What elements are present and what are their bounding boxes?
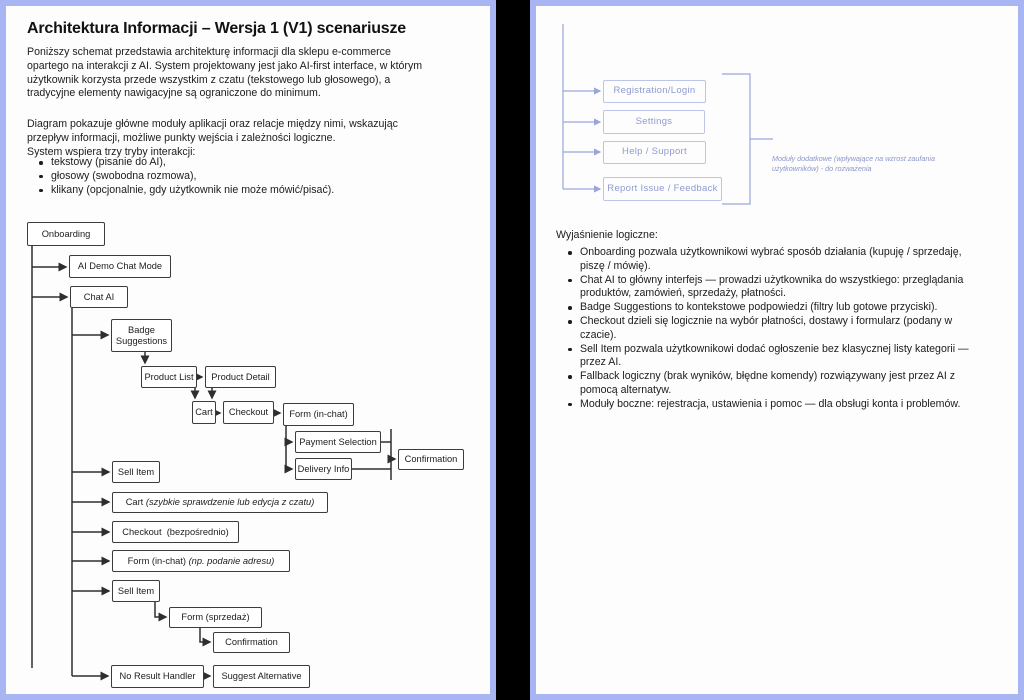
node-help-support: [603, 141, 706, 164]
node-label: Onboarding: [41, 228, 91, 239]
node-checkout-direct: [112, 521, 239, 543]
node-label: Form (in-chat) (np. podanie adresu): [127, 555, 275, 566]
node-label: Suggest Alternative: [221, 671, 302, 682]
modules-annotation: [772, 154, 935, 174]
edge: [722, 74, 750, 204]
text-line: produktów, zamówień, sprzedaży, płatności.: [580, 287, 786, 300]
ia-flow-diagram: [0, 0, 496, 700]
text-line: System wspiera trzy tryby interakcji:: [27, 145, 196, 158]
node-no-result-handler: [111, 665, 204, 688]
text-line: Moduły dodatkowe (wpływające na wzrost zaufania: [772, 154, 935, 163]
text-line: Onboarding pozwala użytkownikowi wybrać sposób działania (kupuję / sprzedaję,: [580, 246, 962, 258]
text-line: piszę / mówię).: [580, 259, 651, 272]
text-line: Sell Item pozwala użytkownikowi dodać ogłoszenie bez klasycznej listy kategorii —: [580, 342, 969, 355]
node-suggest-alternative: [213, 665, 310, 688]
node-chat-ai: [70, 286, 128, 308]
node-sell-item: [112, 461, 160, 483]
node-label: Product Detail: [211, 371, 270, 382]
node-registration-login: [603, 80, 706, 103]
node-form-in-chat-address: [112, 550, 290, 572]
node-onboarding: [27, 222, 105, 246]
node-confirmation: [398, 449, 464, 470]
text-line: przez AI.: [580, 356, 622, 369]
text-line: czacie).: [580, 328, 617, 341]
text-line: użytkownik korzysta przede wszystkim z czatu (tekstowego lub głosowego), a: [27, 73, 391, 86]
node-label: Checkout (bezpośrednio): [122, 526, 229, 537]
text-line: Fallback logiczny (brak wyników, błędne komendy) rozwiązywany jest przez AI z: [580, 370, 956, 383]
node-label: Delivery Info: [297, 463, 350, 474]
text-line: przepływ informacji, możliwe punkty wejścia i zależności logiczne.: [27, 131, 336, 144]
text-line: Moduły boczne: rejestracja, ustawienia i pomoc — dla obsługi konta i problemów.: [580, 397, 961, 410]
node-form-sell: [169, 607, 262, 628]
node-label: Product List: [144, 371, 194, 382]
text-line: Poniższy schemat przedstawia architekturę informacji dla sklepu e-commerce: [27, 46, 391, 58]
side-modules-diagram: [530, 0, 1024, 700]
text-line: opartego na interakcji z AI. System projektowany jest jako AI-first interface, w którym: [27, 59, 423, 72]
edge: [155, 602, 166, 617]
text-line: pomocą alternatyw.: [580, 383, 672, 396]
node-label: Confirmation: [404, 454, 458, 465]
page-2: [530, 0, 1024, 700]
node-badge-suggestions: [111, 319, 172, 352]
page-title: Architektura Informacji – Wersja 1 (V1) scenariusze: [27, 20, 406, 37]
node-label: Checkout: [228, 407, 269, 418]
explanation-heading: Wyjaśnienie logiczne:: [556, 229, 658, 241]
node-confirmation-2: [213, 632, 290, 653]
node-label: Cart (szybkie sprawdzenie lub edycja z czatu): [125, 497, 315, 508]
node-ai-demo-chat-mode: [69, 255, 171, 278]
node-delivery-info: [295, 458, 352, 480]
node-label: Form (sprzedaż): [181, 612, 250, 623]
node-label: Help / Support: [622, 146, 687, 158]
node-label: Settings: [635, 115, 673, 127]
text-line: użytkowników) - do rozważenia: [772, 164, 872, 173]
node-product-list: [141, 366, 197, 388]
node-product-detail: [205, 366, 276, 388]
node-label: Payment Selection: [299, 436, 377, 447]
node-label: No Result Handler: [119, 671, 196, 682]
node-label: AI Demo Chat Mode: [77, 261, 163, 272]
node-label: Registration/Login: [613, 85, 696, 97]
text-line: Chat AI to główny interfejs — prowadzi użytkownika do wszystkiego: przeglądania: [580, 273, 964, 286]
text-line: Checkout dzieli się logicznie na wybór płatności, dostawy i formularz (podany w: [580, 314, 953, 327]
diagram-edges: [530, 0, 1024, 700]
page-1: [0, 0, 496, 700]
node-label: Cart: [195, 407, 213, 418]
node-label: Sell Item: [117, 466, 155, 477]
node-report-issue-feedback: [603, 177, 722, 201]
text-line: klikany (opcjonalnie, gdy użytkownik nie może mówić/pisać).: [51, 183, 335, 196]
node-label: Badge Suggestions: [115, 324, 168, 346]
text-line: tekstowy (pisanie do AI),: [51, 156, 166, 168]
node-form-in-chat: [283, 403, 354, 426]
text-line: Badge Suggestions to kontekstowe podpowiedzi (filtry lub gotowe przyciski).: [580, 301, 938, 314]
text-line: tradycyjne elementy nawigacyjne są ograniczone do minimum.: [27, 87, 321, 100]
diagram-edges: [0, 0, 496, 700]
text-line: Diagram pokazuje główne moduły aplikacji oraz relacje między nimi, wskazując: [27, 118, 398, 130]
node-sell-item-2: [112, 580, 160, 602]
node-label: Sell Item: [117, 585, 155, 596]
node-checkout: [223, 401, 274, 424]
node-settings: [603, 110, 705, 134]
node-cart-quick: [112, 492, 328, 513]
node-label: Confirmation: [225, 637, 278, 648]
node-label: Chat AI: [83, 291, 115, 302]
edge: [200, 628, 210, 642]
node-payment-selection: [295, 431, 381, 453]
node-label: Form (in-chat): [289, 409, 348, 420]
node-cart: [192, 401, 216, 424]
node-label: Report Issue / Feedback: [607, 182, 718, 194]
text-line: głosowy (swobodna rozmowa),: [51, 169, 197, 182]
